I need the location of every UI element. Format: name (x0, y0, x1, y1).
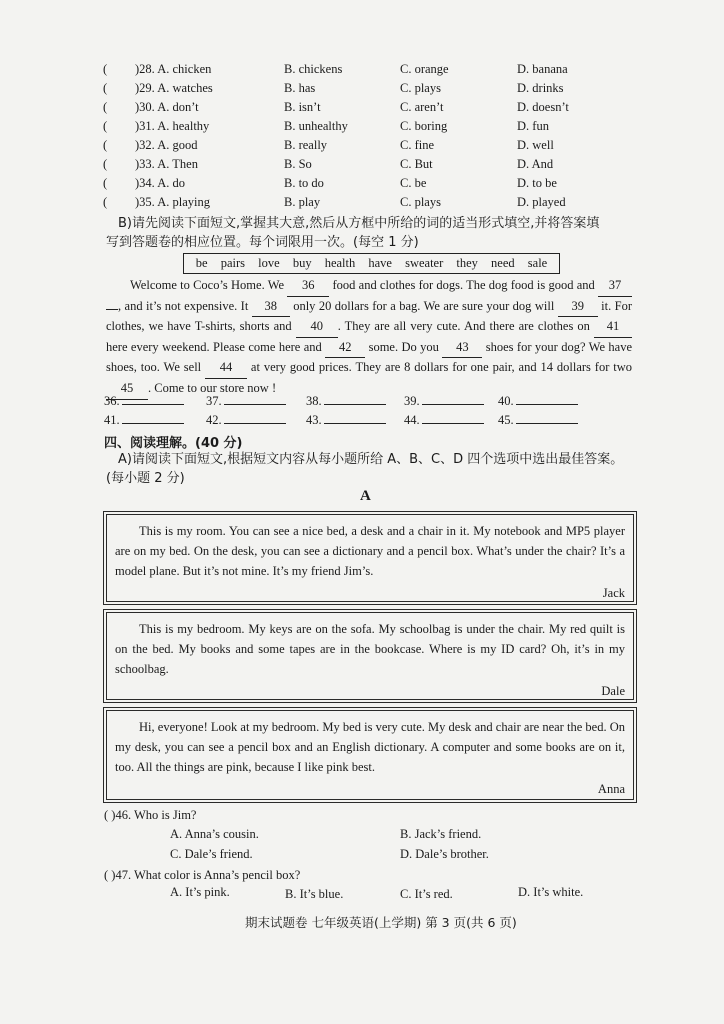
section-instruction-cont: (每小题 2 分) (106, 471, 185, 486)
option-a: )32. A. good (135, 138, 198, 152)
answer-number: 42. (206, 413, 222, 427)
choice-row (103, 176, 663, 195)
author-signature: Anna (597, 782, 625, 796)
section-heading: 四、阅读理解。(40 分) (104, 436, 243, 451)
choice-row (103, 62, 663, 81)
answer-number: 45. (498, 413, 514, 427)
passage-text: here every weekend. Please come here and (106, 339, 322, 354)
passage-title: A (360, 488, 371, 504)
question-47-stem: ( )47. What color is Anna’s pencil box? (104, 868, 301, 882)
blank-42[interactable]: 42 (325, 338, 365, 359)
option-c: C. be (400, 176, 427, 190)
blank-43[interactable]: 43 (442, 338, 482, 359)
answer-blank[interactable] (422, 393, 484, 405)
answer-paren[interactable]: ( (103, 81, 108, 95)
word-bank-item: sweater (405, 256, 444, 270)
page-footer: 期末试题卷 七年级英语(上学期) 第 3 页(共 6 页) (245, 915, 517, 930)
answer-number: 43. (306, 413, 322, 427)
answer-paren[interactable]: ( (103, 195, 108, 209)
choice-row (103, 100, 663, 119)
passage-text: shoes for your dog? We have shoes, too. We sell (106, 339, 633, 375)
answer-blank[interactable] (516, 412, 578, 424)
answer-number: 38. (306, 394, 322, 408)
passage-text: . Come to our store now ! (148, 380, 277, 395)
option-b: B. unhealthy (284, 119, 348, 133)
option-b: B. to do (284, 176, 324, 190)
question-46-option-b[interactable]: B. Jack’s friend. (400, 827, 482, 841)
answer-blank[interactable] (224, 393, 286, 405)
word-bank-item: buy (292, 256, 312, 270)
option-c: C. plays (400, 81, 441, 95)
choice-row (103, 195, 663, 214)
blank-37-cont[interactable] (106, 309, 118, 310)
answer-row (104, 393, 624, 412)
blank-38[interactable]: 38 (252, 297, 290, 318)
word-bank-item: they (456, 256, 478, 270)
option-d: D. well (517, 138, 554, 152)
answer-number: 39. (404, 394, 420, 408)
choice-row (103, 138, 663, 157)
blank-37[interactable]: 37 (598, 276, 632, 297)
answer-blank[interactable] (122, 412, 184, 424)
option-c: C. But (400, 157, 433, 171)
passage-text: some. Do you (368, 339, 439, 354)
passage-text: . They are all very cute. And there are clothes on (337, 319, 590, 334)
answer-number: 40. (498, 394, 514, 408)
author-signature: Jack (602, 586, 625, 600)
blank-39[interactable]: 39 (558, 297, 598, 318)
reading-box-anna (106, 710, 634, 800)
cloze-passage (106, 276, 632, 400)
option-c: C. plays (400, 195, 441, 209)
answer-paren[interactable]: ( (103, 138, 108, 152)
question-47-option-b[interactable]: B. It’s blue. (285, 887, 344, 901)
option-b: B. So (284, 157, 312, 171)
part-b-instruction: B)请先阅读下面短文,掌握其大意,然后从方框中所给的词的适当形式填空,并将答案填 (118, 216, 600, 231)
option-c: C. aren’t (400, 100, 444, 114)
option-c: C. orange (400, 62, 449, 76)
option-b: B. really (284, 138, 328, 152)
option-d: D. banana (517, 62, 568, 76)
answer-blank[interactable] (324, 412, 386, 424)
option-d: D. played (517, 195, 566, 209)
question-47-option-c[interactable]: C. It’s red. (400, 887, 453, 901)
option-d: D. drinks (517, 81, 564, 95)
choice-row (103, 81, 663, 100)
word-bank-item: pairs (220, 256, 246, 270)
section-instruction: A)请阅读下面短文,根据短文内容从每小题所给 A、B、C、D 四个选项中选出最佳答案。 (118, 452, 624, 467)
option-a: )33. A. Then (135, 157, 198, 171)
question-46-option-a[interactable]: A. Anna’s cousin. (170, 827, 259, 841)
answer-blank[interactable] (324, 393, 386, 405)
answer-row (104, 412, 624, 431)
reading-box-jack (106, 514, 634, 602)
option-b: B. play (284, 195, 321, 209)
answer-paren[interactable]: ( (103, 119, 108, 133)
answer-number: 44. (404, 413, 420, 427)
option-a: )34. A. do (135, 176, 185, 190)
option-c: C. boring (400, 119, 448, 133)
answer-paren[interactable]: ( (103, 62, 108, 76)
option-d: D. fun (517, 119, 549, 133)
passage-text: Welcome to Coco’s Home. We (130, 278, 285, 292)
option-a: )28. A. chicken (135, 62, 212, 76)
passage-text: it. For clothes, we have T-shirts, shorts and (106, 298, 633, 334)
option-b: B. isn’t (284, 100, 321, 114)
answer-paren[interactable]: ( (103, 100, 108, 114)
passage-text: food and clothes for dogs. The dog food is good and (332, 278, 595, 292)
choice-row (103, 119, 663, 138)
answer-number: 37. (206, 394, 222, 408)
word-bank-item: need (491, 256, 515, 270)
answer-paren[interactable]: ( (103, 176, 108, 190)
option-c: C. fine (400, 138, 435, 152)
option-a: )31. A. healthy (135, 119, 210, 133)
reading-text: This is my bedroom. My keys are on the sofa. My schoolbag is under the chair. My red quilt is on the bed. My books and some tapes are in the bookcase. Where is my ID card? Oh, it’s in my schoolbag. (115, 622, 625, 676)
question-47-option-d[interactable]: D. It’s white. (518, 885, 584, 899)
question-46-stem: ( )46. Who is Jim? (104, 808, 197, 822)
question-47-option-a[interactable]: A. It’s pink. (170, 885, 230, 899)
passage-text: only 20 dollars for a bag. We are sure your dog will (293, 298, 555, 313)
reading-box-dale (106, 612, 634, 700)
answer-number: 41. (104, 413, 120, 427)
author-signature: Dale (601, 684, 625, 698)
passage-text: at very good prices. They are 8 dollars for one pair, and 14 dollars for two (250, 360, 632, 375)
reading-text: This is my room. You can see a nice bed, a desk and a chair in it. My notebook and MP5 player are on my bed. On the desk, you can see a dictionary and a pencil box. What’s under the chair? It’s a model plane. But it’s not mine. It’s my friend Jim’s. (115, 524, 625, 578)
answer-blank[interactable] (422, 412, 484, 424)
answer-paren[interactable]: ( (103, 157, 108, 171)
part-b-instruction-cont: 写到答题卷的相应位置。每个词限用一次。(每空 1 分) (106, 235, 419, 250)
blank-40[interactable]: 40 (296, 317, 338, 338)
option-b: B. chickens (284, 62, 343, 76)
word-bank-item: sale (527, 256, 548, 270)
word-bank-box (183, 253, 560, 274)
answer-number: 36. (104, 394, 120, 408)
option-a: )30. A. don’t (135, 100, 199, 114)
word-bank-item: be (195, 256, 208, 270)
option-a: )35. A. playing (135, 195, 210, 209)
choice-row (103, 157, 663, 176)
option-d: D. to be (517, 176, 557, 190)
word-bank-item: have (368, 256, 392, 270)
option-d: D. doesn’t (517, 100, 569, 114)
question-46-option-d[interactable]: D. Dale’s brother. (400, 847, 489, 861)
question-46-option-c[interactable]: C. Dale’s friend. (170, 847, 253, 861)
word-bank-item: love (258, 256, 280, 270)
blank-44[interactable]: 44 (205, 358, 247, 379)
blank-36[interactable]: 36 (287, 276, 329, 297)
option-d: D. And (517, 157, 554, 171)
blank-45[interactable]: 45 (106, 379, 148, 400)
blank-41[interactable]: 41 (594, 317, 632, 338)
word-bank-item: health (324, 256, 356, 270)
reading-text: Hi, everyone! Look at my bedroom. My bed is very cute. My desk and chair are near the bed. On my desk, you can see a pencil box and an English dictionary. A computer and some books are on it, too. All the things are pink, because I like pink best. (115, 720, 625, 774)
option-a: )29. A. watches (135, 81, 213, 95)
answer-blank[interactable] (516, 393, 578, 405)
passage-text: , and it’s not expensive. It (118, 298, 249, 313)
answer-blank[interactable] (122, 393, 184, 405)
answer-blank[interactable] (224, 412, 286, 424)
option-b: B. has (284, 81, 316, 95)
